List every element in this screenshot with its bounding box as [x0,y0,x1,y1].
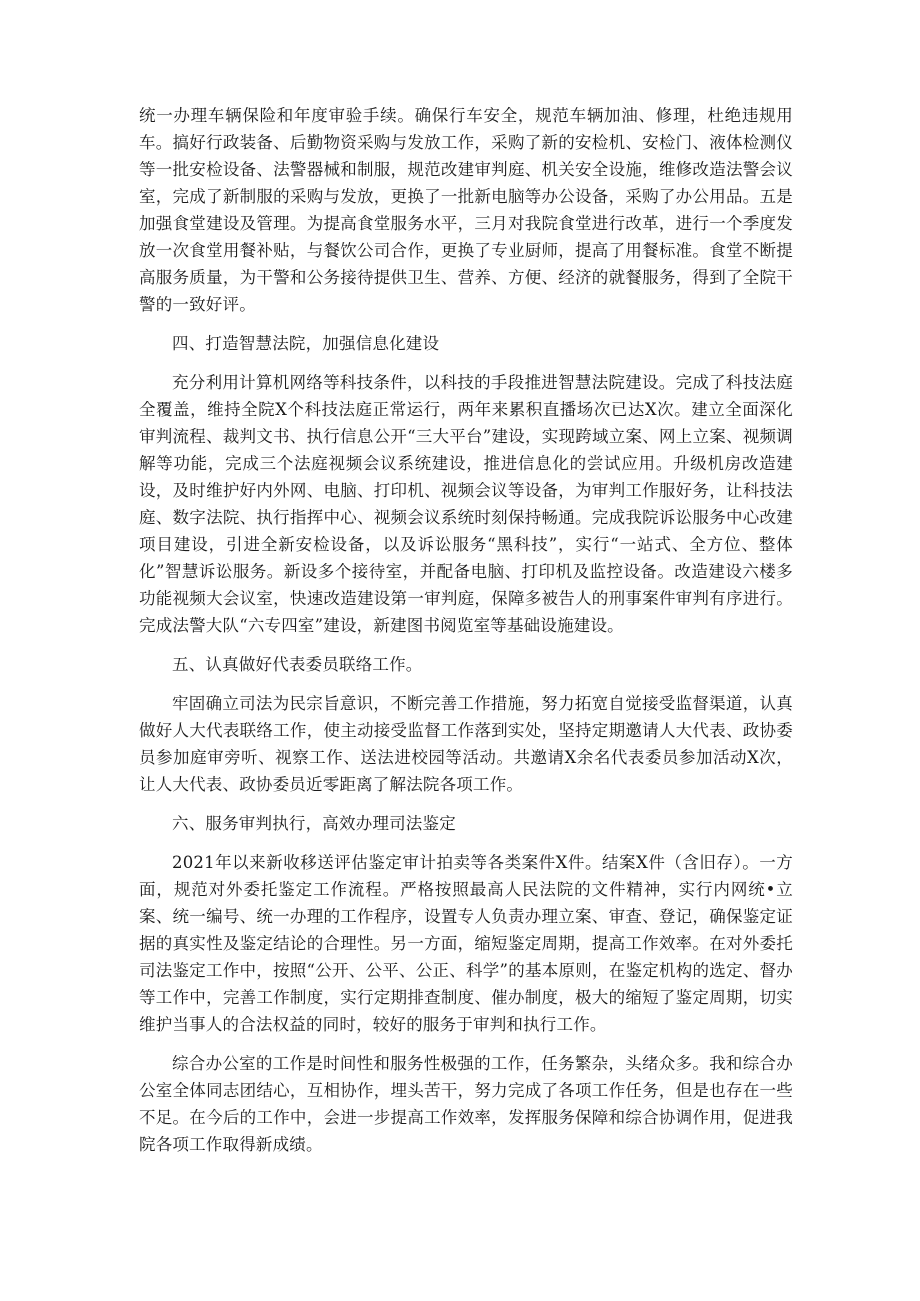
section-6-paragraph: 2021年以来新收移送评估鉴定审计拍卖等各类案件X件。结案X件（含旧存）。一方面，规范对外委托鉴定工作流程。严格按照最高人民法院的文件精神，实行内网统•立案、统一编号、统一办理的工作程序，设置专人负责办理立案、审查、登记，确保鉴定证据的真实性及鉴定结论的合理性。另一方面，缩短鉴定周期，提高工作效率。在对外委托司法鉴定工作中，按照“公开、公平、公正、科学”的基本原则，在鉴定机构的选定、督办等工作中，完善工作制度，实行定期排查制度、催办制度，极大的缩短了鉴定周期，切实维护当事人的合法权益的同时，较好的服务于审判和执行工作。 [139,853,793,1034]
section-4-heading: 四、打造智慧法院，加强信息化建设 [172,334,440,353]
document-page [139,102,793,1158]
section-4-paragraph: 充分利用计算机网络等科技条件，以科技的手段推进智慧法院建设。完成了科技法庭全覆盖，维持全院X个科技法庭正常运行，两年来累积直播场次已达X次。建立全面深化审判流程、裁判文书、执行信息公开“三大平台”建设，实现跨域立案、网上立案、视频调解等功能，完成三个法庭视频会议系统建设，推进信息化的尝试应用。升级机房改造建设，及时维护好内外网、电脑、打印机、视频会议等设备，为审判工作服好务，让科技法庭、数字法院、执行指挥中心、视频会议系统时刻保持畅通。完成我院诉讼服务中心改建项目建设，引进全新安检设备，以及诉讼服务“黑科技”，实行“一站式、全方位、整体化”智慧诉讼服务。新设多个接待室，并配备电脑、打印机及监控设备。改造建设六楼多功能视频大会议室，快速改造建设第一审判庭，保障多被告人的刑事案件审判有序进行。完成法警大队“六专四室”建设，新建图书阅览室等基础设施建设。 [139,373,793,635]
section-5-heading: 五、认真做好代表委员联络工作。 [172,655,423,674]
section-5-paragraph: 牢固确立司法为民宗旨意识，不断完善工作措施，努力拓宽自觉接受监督渠道，认真做好人大代表联络工作，使主动接受监督工作落到实处，坚持定期邀请人大代表、政协委员参加庭审旁听、视察工作、送法进校园等活动。共邀请X余名代表委员参加活动X次，让人大代表、政协委员近零距离了解法院各项工作。 [139,694,793,794]
intro-paragraph: 统一办理车辆保险和年度审验手续。确保行车安全，规范车辆加油、修理，杜绝违规用车。搞好行政装备、后勤物资采购与发放工作，采购了新的安检机、安检门、液体检测仪等一批安检设备、法警器械和制服，规范改建审判庭、机关安全设施，维修改造法警会议室，完成了新制服的采购与发放，更换了一批新电脑等办公设备，采购了办公用品。五是加强食堂建设及管理。为提高食堂服务水平，三月对我院食堂进行改革，进行一个季度发放一次食堂用餐补贴，与餐饮公司合作，更换了专业厨师，提高了用餐标准。食堂不断提高服务质量，为干警和公务接待提供卫生、营养、方便、经济的就餐服务，得到了全院干警的一致好评。 [139,106,793,314]
closing-paragraph: 综合办公室的工作是时间性和服务性极强的工作，任务繁杂，头绪众多。我和综合办公室全体同志团结心，互相协作，埋头苦干，努力完成了各项工作任务，但是也存在一些不足。在今后的工作中，会进一步提高工作效率，发挥服务保障和综合协调作用，促进我院各项工作取得新成绩。 [139,1054,793,1154]
section-6-heading: 六、服务审判执行，高效办理司法鉴定 [172,814,456,833]
